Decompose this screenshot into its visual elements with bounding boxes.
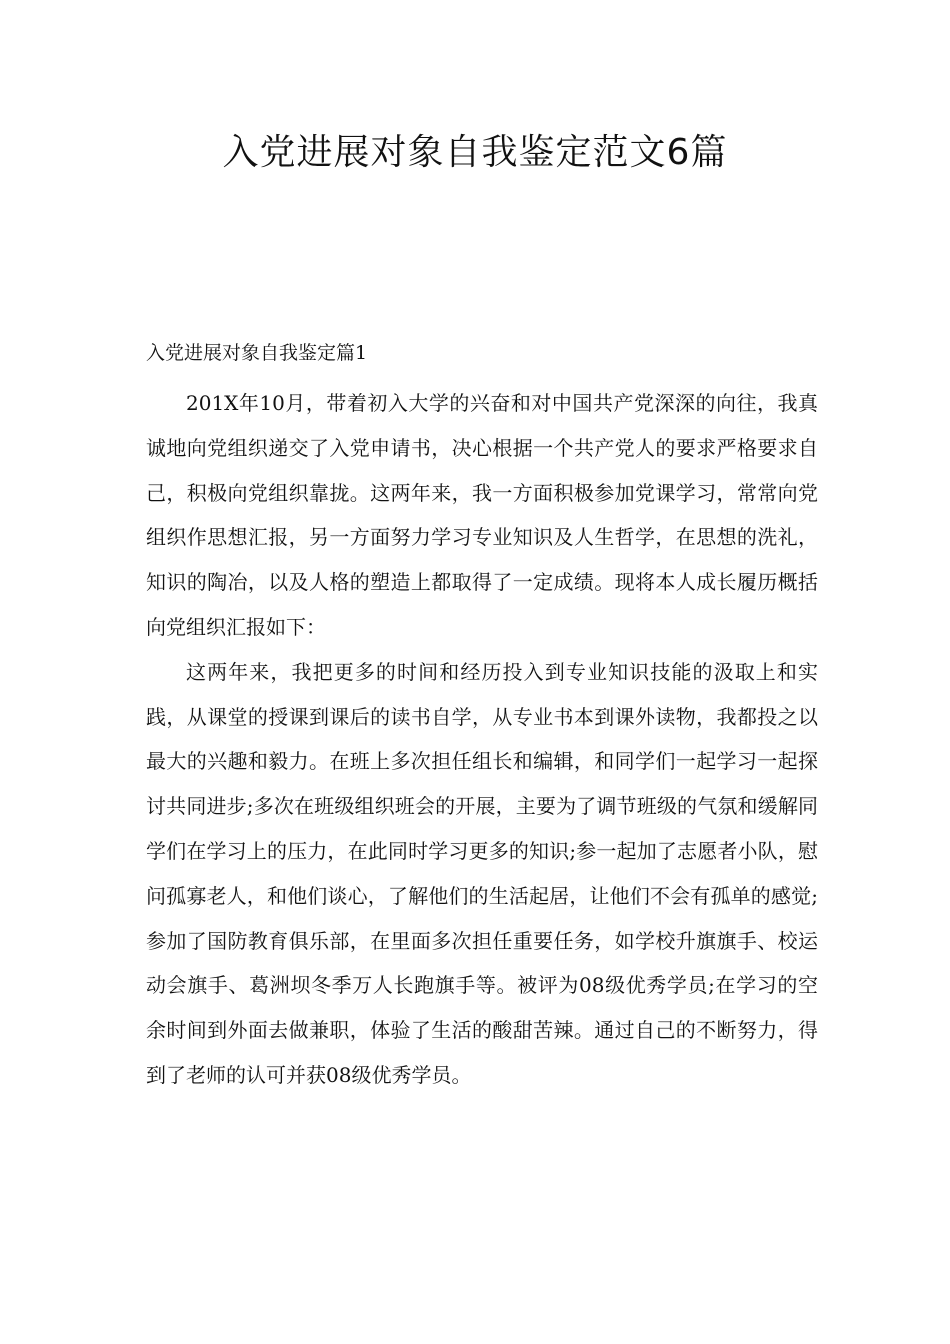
section-heading: 入党进展对象自我鉴定篇1 — [146, 342, 368, 364]
document-body — [146, 381, 818, 1098]
body-paragraph: 201X年10月，带着初入大学的兴奋和对中国共产党深深的向往，我真诚地向党组织递交了入党申请书，决心根据一个共产党人的要求严格要求自己，积极向党组织靠拢。这两年来，我一方面积极参加党课学习，常常向党组织作思想汇报，另一方面努力学习专业知识及人生哲学，在思想的洗礼，知识的陶冶，以及人格的塑造上都取得了一定成绩。现将本人成长履历概括向党组织汇报如下： — [146, 391, 818, 639]
document-title: 入党进展对象自我鉴定范文6篇 — [222, 132, 728, 173]
body-paragraph: 这两年来，我把更多的时间和经历投入到专业知识技能的汲取上和实践，从课堂的授课到课后的读书自学，从专业书本到课外读物，我都投之以最大的兴趣和毅力。在班上多次担任组长和编辑，和同学们一起学习一起探讨共同进步;多次在班级组织班会的开展，主要为了调节班级的气氛和缓解同学们在学习上的压力，在此同时学习更多的知识;参一起加了志愿者小队，慰问孤寡老人，和他们谈心，了解他们的生活起居，让他们不会有孤单的感觉;参加了国防教育俱乐部，在里面多次担任重要任务，如学校升旗旗手、校运动会旗手、葛洲坝冬季万人长跑旗手等。被评为08级优秀学员;在学习的空余时间到外面去做兼职，体验了生活的酸甜苦辣。通过自己的不断努力，得到了老师的认可并获08级优秀学员。 — [146, 659, 818, 1087]
